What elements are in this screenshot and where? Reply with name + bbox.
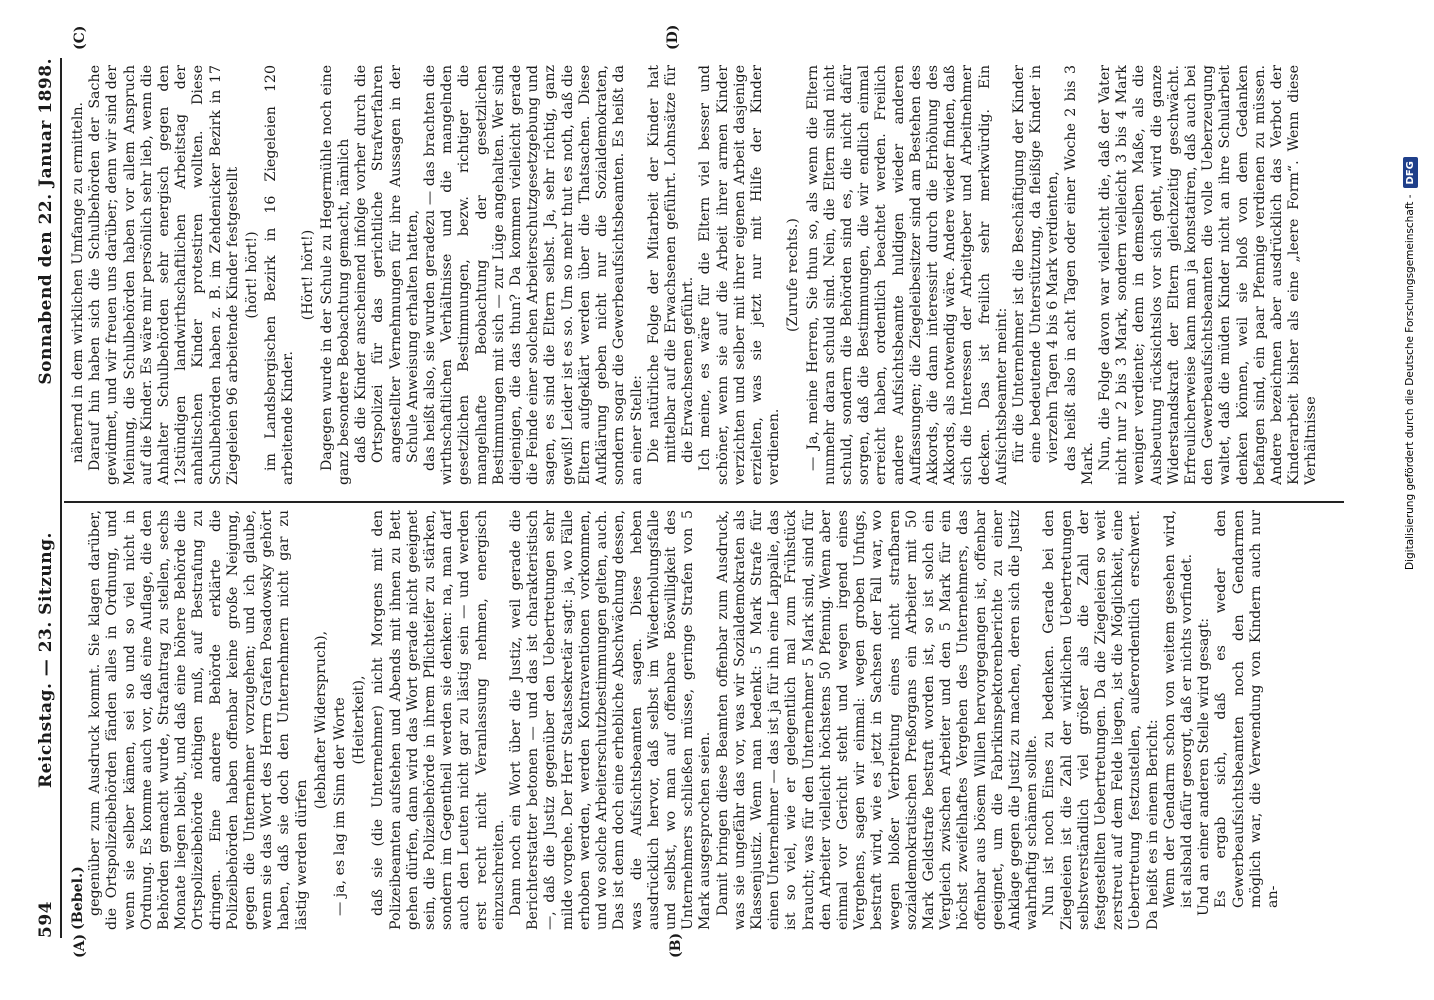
paragraph: (Zurufe rechts.) (785, 218, 802, 332)
paragraph: daß sie (die Unternehmer) nicht Morgens mit den Polizeibeamten aufstehen und Abends mit ihnen zu Bett gehen dürfen, dann wird das Wort gerade nicht geeignet sein, die Polizeibehörde in ihrem Pflichteifer zu stärken, sondern im Gegentheil werden sie denken: na, man darf auch den Leuten nicht gar zu lästig sein — und werden erst recht nicht Veranlassung nehmen, energisch einzuschreiten. (370, 510, 507, 930)
session-title: Reichstag. — 23. Sitzung. (36, 532, 56, 788)
paragraph: Dagegen wurde in der Schule zu Hegermühle noch eine ganz besondere Beobachtung gemacht, nämlich (318, 65, 353, 485)
margin-marker-a: (A) (72, 933, 88, 958)
digitization-credit (1392, 10, 1428, 990)
paragraph: gegenüber zum Ausdruck kommt. Sie klagen darüber, die Ortspolizeibehörden fänden alles in Ordnung, und wenn sie selber kämen, sei so und so viel nicht in Ordnung. Es komme auch vor, daß eine Auflage, die den Behörden gemacht wurde, Strafantrag zu stellen, sechs Monate liegen bleibt, und daß eine höhere Behörde die Ortspolizeibehörde nöthigen muß, auf Bestrafung zu dringen. Eine andere Behörde erklärte die Polizeibehörden haben offenbar keine große Neigung, gegen die Unternehmer vorzugehen; und ich glaube, wenn sie das Wort des Herrn Grafen Posadowsky gehört haben, daß sie doch den Unternehmern nicht gar zu lästig werden dürfen (87, 510, 310, 930)
paragraph: Ich meine, es wäre für die Eltern viel besser und schöner, wenn sie auf die Arbeit ihrer armen Kinder verzichten und selber mit ihrer eigenen Arbeit dasjenige erzielten, was sie jetzt nur mit Hilfe der Kinder verdienen. (697, 65, 783, 485)
paragraph: Damit bringen diese Beamten offenbar zum Ausdruck, was sie ungefähr das vor, was wir Sozialdemokraten als Klassenjustiz. Wenn man bedenkt: 5 Mark Strafe für einen Unternehmer — das ist ja für ihn eine Lappalie, das ist so viel, wie er gelegentlich mal zum Frühstück braucht; was für den Unternehmer 5 Mark sind, sind für den Arbeiter vielleicht höchstens 50 Pfennig. Wenn aber einmal vor Gericht steht und wegen irgend eines Vergehens, sagen wir einmal: wegen groben Unfugs, bestraft wird, wie es jetzt in Sachsen der Fall war, wo wegen bloßer Verbreitung eines nicht strafbaren sozialdemokratischen Preßorgans ein Arbeiter mit 50 Mark Geldstrafe bestraft worden ist, so ist solch ein Vergleich zwischen Arbeiter und den 5 Mark für ein höchst zweifelhaftes Vergehen des Unternehmers, das offenbar aus bösem Willen hervorgegangen ist, offenbar geeignet, um die Fabrikinspektorenberichte zu einer Anklage gegen die Justiz zu machen, deren sich die Justiz wahrhaftig schämen sollte. (714, 510, 1041, 930)
paragraph: Nun, die Folge davon war vielleicht die, daß der Vater nicht nur 2 bis 3 Mark, sondern vielleicht 3 bis 4 Mark weniger verdiente; denn in demselben Maße, als die Ausbeutung rücksichtslos vor sich geht, wird die ganze Widerstandskraft der Eltern gleichzeitig geschwächt. Erfreulicherweise kann man ja konstatiren, daß auch bei den Gewerbeaufsichtsbeamten die volle Ueberzeugung waltet, daß die müden Kinder nicht an ihre Schularbeit denken können, weil sie bloß von dem Gedanken befangen sind, ein paar Pfennige verdienen zu müssen. Andere bezeichnen aber ausdrücklich das Verbot der Kinderarbeit bisher als eine „leere Form“. Wenn diese Verhältnisse (1096, 65, 1320, 485)
paragraph: (Heiterkeit), (351, 675, 368, 765)
paragraph: Darauf hin haben sich die Schulbehörden der Sache gewidmet, und wir freuen uns darüber; denn wir sind der Meinung, die Schulbehörden haben vor allem Anspruch auf die Kinder. Es wäre mir persönlich sehr lieb, wenn die Anhalter Schulbehörden sehr energisch gegen den 12stündigen landwirthschaftlichen Arbeitstag der anhaltischen Kinder protestiren wollten. Diese Schulbehörden haben z. B. im Zehdenicker Bezirk in 17 Ziegeleien 96 arbeitende Kinder festgestellt (87, 65, 241, 485)
paragraph: Wenn der Gendarm schon von weitem gesehen wird, ist alsbald dafür gesorgt, daß er nichts vorfindet. (1161, 510, 1195, 908)
paragraph: das heißt also in acht Tagen oder einer Woche 2 bis 3 Mark. (1062, 65, 1096, 485)
paragraph: nähernd in dem wirklichen Umfange zu ermitteln. (70, 101, 86, 463)
margin-marker-d: (D) (665, 24, 681, 50)
paragraph: (lebhafter Widerspruch), (312, 630, 329, 810)
left-column (70, 510, 1340, 930)
paragraph: für die Unternehmer ist die Beschäftigung der Kinder eine bedeutende Unterstützung, da fleißige Kinder in vierzehn Tagen 4 bis 6 Mark verdienten, (1010, 65, 1062, 463)
paragraph: im Landsbergischen Bezirk in 16 Ziegeleien 120 arbeitende Kinder. (263, 65, 297, 485)
session-date: Sonnabend den 22. Januar 1898. (36, 58, 56, 385)
page-header (36, 58, 58, 938)
margin-marker-c: (C) (72, 25, 88, 50)
margin-marker-b: (B) (668, 932, 684, 958)
paragraph: — Ja, meine Herren, Sie thun so, als wenn die Eltern nunmehr daran schuld sind. Nein, die Eltern sind nicht schuld, sondern die Behörden sind es, die nicht dafür sorgen, daß die Bestimmungen, die wir endlich einmal erreicht haben, ordentlich beachtet werden. Freilich andere Aufsichtsbeamte huldigen wieder anderen Auffassungen; die Ziegeleibesitzer sind am Bestehen des Akkords, die dann interessirt durch die Erhöhung des Akkords, als notwendig wäre. Andere wieder finden, daß sich die Interessen der Arbeitgeber und Arbeitnehmer decken. Das ist freilich sehr merkwürdig. Ein Aufsichtsbeamter meint: (804, 65, 1010, 485)
paragraph: (Bebel.) (70, 866, 86, 930)
paragraph: (Hört! hört!) (299, 229, 316, 321)
dfg-logo: DFG (1403, 157, 1418, 188)
paragraph: das heißt also, sie wurden geradezu — das brachten die wirthschaftlichen Verhältnisse und die mangelnden gesetzlichen Bestimmungen, bezw. richtiger die mangelhafte Beobachtung der gesetzlichen Bestimmungen mit sich — zur Lüge angehalten. Wer sind diejenigen, die das thun? Da kommen vielleicht gerade die Feinde einer solchen Arbeiterschutzgesetzgebung und sagen, es sind die Eltern selbst. Ja, sehr richtig, ganz gewiß! Leider ist es so. Um so mehr thut es noth, daß die Eltern aufgeklärt werden über die Thatsachen. Diese Aufklärung geben nicht nur die Sozialdemokraten, sondern sogar die Gewerbeaufsichtsbeamten. Es heißt da an einer Stelle: (422, 65, 645, 485)
paragraph: Dann noch ein Wort über die Justiz, weil gerade die Berichterstatter betonen — und das ist charakteristisch —, daß die Justiz gegenüber den Uebertretungen sehr milde vorgehe. Der Herr Staatssekretär sagt: ja, wo Fälle erhoben werden, werden Kontraventionen vorkommen, und wo solche Arbeiterschutzbestimmungen gelten, auch. Das ist denn doch eine erhebliche Abschwächung dessen, was die Aufsichtsbeamten sagen. Diese heben ausdrücklich hervor, daß selbst im Wiederholungsfalle und selbst, wo man auf offenbare Böswilligkeit des Unternehmers schließen müsse, geringe Strafen von 5 Mark ausgesprochen seien. (508, 510, 714, 930)
paragraph: Nun ist noch Eines zu bedenken. Gerade bei den Ziegeleien ist die Zahl der wirklichen Uebertretungen selbstverständlich viel größer als die Zahl der festgestellten Uebertretungen. Da die Ziegeleien so weit zerstreut auf dem Felde liegen, ist die Möglichkeit, eine Uebertretung festzustellen, außerordentlich erschwert. Da heißt es in einem Bericht: (1041, 510, 1161, 930)
right-column (70, 65, 1340, 485)
header-rule (60, 58, 62, 938)
column-divider (64, 501, 1344, 503)
paragraph: Und an einer anderen Stelle wird gesagt: (1196, 617, 1213, 916)
paragraph: Es ergab sich, daß es weder den Gewerbeaufsichtsbeamten noch den Gendarmen möglich war, die Verwendung von Kindern auch nur an- (1213, 510, 1282, 908)
paragraph: — ja, es lag im Sinn der Worte (332, 697, 349, 916)
page-number: 594 (36, 901, 56, 938)
paragraph: Die natürliche Folge der Mitarbeit der Kinder hat mittelbar auf die Erwachsenen geführt. Lohnsätze für die Erwachsenen geführt. (645, 65, 697, 463)
credit-text: Digitalisierung gefördert durch die Deutsche Forschungsgemeinschaft - (1404, 194, 1416, 570)
paragraph: daß die Kinder anscheinend infolge vorher durch die Ortspolizei für das gerichtliche Strafverfahren angestellter Vernehmungen für ihre Aussagen in der Schule Anweisung erhalten hatten, (353, 65, 421, 463)
paragraph: (hört! hört!) (244, 231, 261, 319)
